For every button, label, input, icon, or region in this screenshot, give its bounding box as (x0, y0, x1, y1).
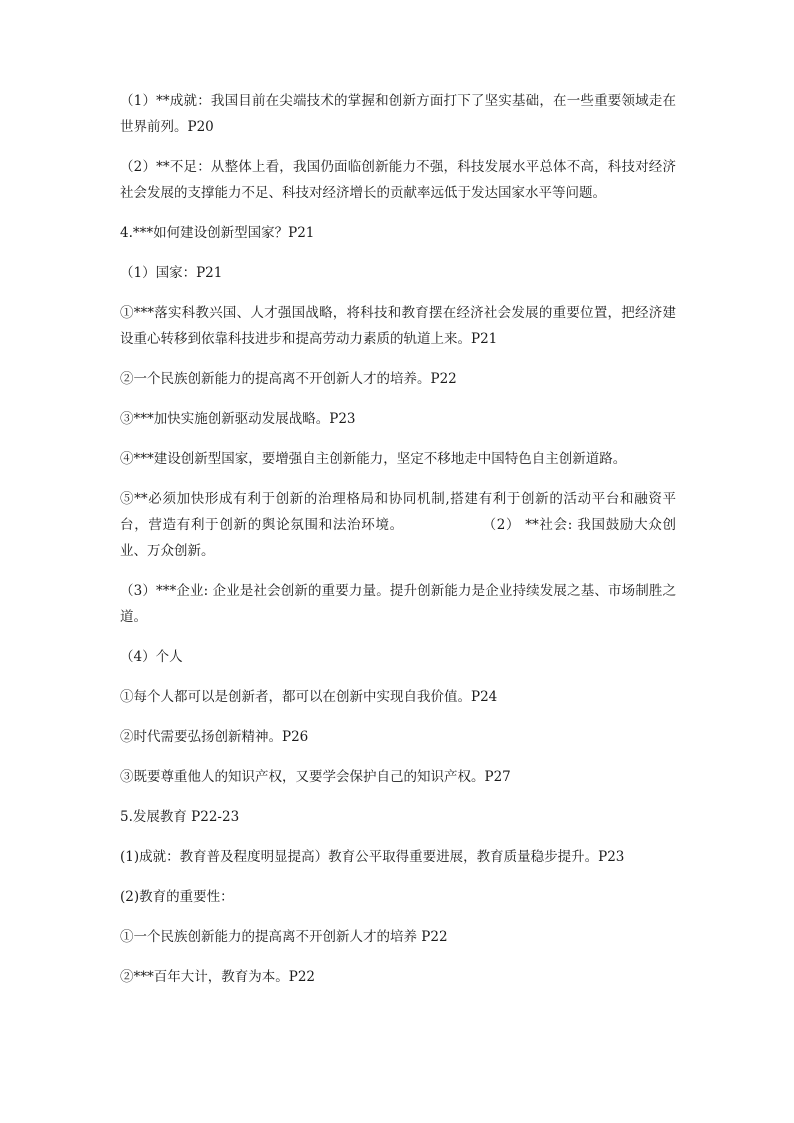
document-body (120, 88, 676, 1004)
section-heading-build-innovative-country: 4.***如何建设创新型国家？P21 (120, 225, 315, 241)
paragraph-shortcoming: （2）**不足：从整体上看，我国仍面临创新能力不强，科技发展水平总体不高，科技对经济社会发展的支撑能力不足、科技对经济增长的贡献率远低于发达国家水平等问题。 (120, 159, 676, 201)
list-item-individual-2: ②时代需要弘扬创新精神。P26 (120, 729, 309, 745)
paragraph-achievement: （1）**成就：我国目前在尖端技术的掌握和创新方面打下了坚实基础，在一些重要领域走在世界前列。P20 (120, 93, 676, 135)
subheading-individual: （4）个人 (120, 649, 183, 665)
list-item-education-1: ①一个民族创新能力的提高离不开创新人才的培养 P22 (120, 929, 448, 945)
list-item-individual-1: ①每个人都可以是创新者，都可以在创新中实现自我价值。P24 (120, 689, 498, 705)
list-item-country-3: ③***加快实施创新驱动发展战略。P23 (120, 411, 356, 427)
list-item-country-2: ②一个民族创新能力的提高离不开创新人才的培养。P22 (120, 371, 457, 387)
list-item-country-1: ①***落实科教兴国、人才强国战略，将科技和教育摆在经济社会发展的重要位置，把经济建设重心转移到依靠科技进步和提高劳动力素质的轨道上来。P21 (120, 305, 676, 347)
list-item-country-5: ⑤**必须加快形成有利于创新的治理格局和协同机制,搭建有利于创新的活动平台和融资平台，营造有利于创新的舆论氛围和法治环境。 (120, 491, 676, 533)
list-item-education-2: ②***百年大计，教育为本。P22 (120, 969, 316, 985)
subheading-enterprise: （3）***企业: 企业是社会创新的重要力量。提升创新能力是企业持续发展之基、市场制胜之道。 (120, 583, 676, 625)
subheading-education-achievement: (1)成就：教育普及程度明显提高）教育公平取得重要进展，教育质量稳步提升。P23 (120, 849, 625, 865)
section-heading-develop-education: 5.发展教育 P22-23 (120, 809, 240, 825)
list-item-country-5-and-society (120, 486, 676, 564)
list-item-individual-3: ③既要尊重他人的知识产权，又要学会保护自己的知识产权。P27 (120, 769, 511, 785)
subheading-country: （1）国家：P21 (120, 265, 223, 281)
subheading-society: （2） **社会: 我国鼓励大众创业、万众创新。 (120, 517, 676, 559)
list-item-country-4: ④***建设创新型国家，要增强自主创新能力，坚定不移地走中国特色自主创新道路。 (120, 451, 627, 467)
subheading-education-importance: (2)教育的重要性： (120, 889, 234, 905)
